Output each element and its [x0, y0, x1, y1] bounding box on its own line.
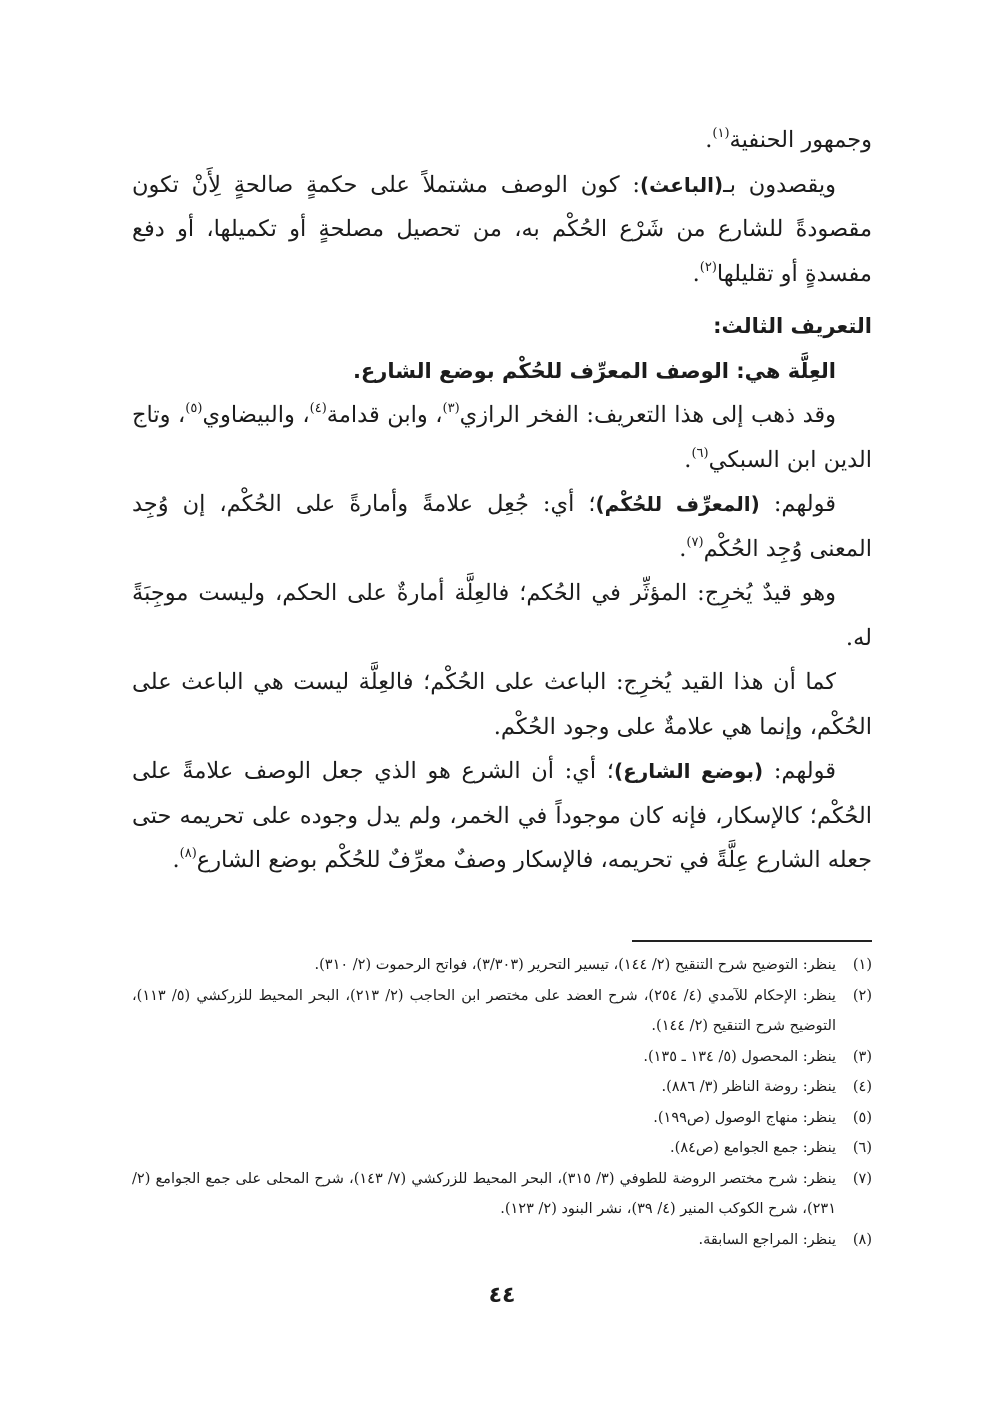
- paragraph-text: ، وتاج الدين ابن السبكي: [132, 402, 872, 473]
- paragraph-3: [132, 393, 872, 482]
- footnote-text: ينظر: شرح مختصر الروضة للطوفي (٣/ ٣١٥)، البحر المحيط للزركشي (٧/ ١٤٣)، شرح المحلى على جمع الجوامع (٢/ ٢٣١)، شرح الكوكب المنير (٤/ ٣٩)، نشر البنود (٢/ ١٢٣).: [132, 1170, 836, 1217]
- footnote-item: [132, 1042, 872, 1073]
- paragraph-text: ؛ أي: أن الشرع هو الذي جعل الوصف علامةً على الحُكْم؛ كالإسكار، فإنه كان موجوداً في الخمر، ولم يدل وجوده على تحريمه حتى جعله الشارع عِلَّةً في تحريمه، فالإسكار وصفٌ معرِّفٌ للحُكْم بوضع الشارع: [132, 758, 872, 873]
- paragraph-text: قولهم:: [759, 491, 836, 517]
- section-heading: التعريف الثالث:: [713, 314, 872, 338]
- footnote-number: (٣): [852, 1048, 872, 1065]
- punctuation: .: [679, 535, 687, 562]
- paragraph-text: ؛ أي: جُعِل علامةً وأمارةً على الحُكْم، إن وُجِد المعنى وُجِد الحُكْم: [132, 491, 872, 562]
- footnote-ref[interactable]: (٨): [179, 846, 197, 861]
- paragraph-text: : كون الوصف مشتملاً على حكمةٍ صالحةٍ لِأَنْ تكون مقصودةً للشارع من شَرْع الحُكْم به، من تحصيل مصلحةٍ أو تكميلها، أو دفع مفسدةٍ أو تقليلها: [132, 171, 872, 287]
- footnote-ref[interactable]: (١): [712, 126, 730, 141]
- footnote-ref[interactable]: (٢): [699, 259, 717, 275]
- punctuation: .: [172, 847, 180, 873]
- footnote-number: (٤): [852, 1079, 872, 1095]
- footnote-item: [132, 1133, 872, 1164]
- paragraph-7: [132, 749, 872, 883]
- footnote-text: ينظر: جمع الجوامع (ص٨٤).: [670, 1140, 836, 1156]
- key-term: (المعرِّف للحُكْم): [595, 492, 760, 516]
- paragraph-text: قولهم:: [763, 758, 836, 784]
- footnote-ref[interactable]: (٤): [309, 401, 327, 416]
- paragraph-4: [132, 482, 872, 571]
- footnotes: [132, 950, 872, 1255]
- footnote-ref[interactable]: (٥): [185, 401, 203, 416]
- punctuation: .: [705, 127, 713, 153]
- footnote-item: [132, 1072, 872, 1103]
- page-number: ٤٤: [488, 1283, 516, 1308]
- paragraph-6: كما أن هذا القيد يُخرِج: الباعث على الحُكْم؛ فالعِلَّة ليست هي الباعث على الحُكْم، وإنما هي علامةٌ على وجود الحُكْم.: [132, 669, 872, 740]
- punctuation: .: [692, 260, 700, 287]
- footnote-item: [132, 1103, 872, 1134]
- paragraph-5: وهو قيدٌ يُخرِج: المؤثِّر في الحُكم؛ فالعِلَّة أمارةٌ على الحكم، وليست موجِبَةً له.: [132, 580, 872, 651]
- footnote-item: [132, 950, 872, 981]
- footnote-item: [132, 1225, 872, 1256]
- footnote-text: ينظر: روضة الناظر (٣/ ٨٨٦).: [661, 1079, 836, 1095]
- footnote-number: (١): [852, 957, 872, 973]
- footnote-number: (٧): [852, 1170, 872, 1187]
- main-text: [132, 118, 872, 883]
- punctuation: .: [684, 446, 692, 473]
- paragraph-2: [132, 163, 872, 297]
- footnote-ref[interactable]: (٦): [691, 445, 709, 461]
- footnote-number: (٦): [852, 1140, 872, 1156]
- footnote-item: [132, 1164, 872, 1225]
- footnote-item: [132, 981, 872, 1042]
- footnote-text: ينظر: التوضيح شرح التنقيح (٢/ ١٤٤)، تيسير التحرير (٣/٣٠٣)، فواتح الرحموت (٢/ ٣١٠).: [314, 957, 836, 973]
- paragraph-1: [132, 118, 872, 163]
- paragraph-text: ، والبيضاوي: [202, 402, 310, 428]
- key-term: (بوضع الشارع): [613, 759, 764, 783]
- paragraph-text: ويقصدون بـ: [723, 171, 836, 198]
- footnote-number: (٢): [852, 987, 872, 1004]
- paragraph-text: وقد ذهب إلى هذا التعريف: الفخر الرازي: [459, 402, 836, 428]
- footnote-text: ينظر: المراجع السابقة.: [698, 1231, 836, 1248]
- key-term: (الباعث): [639, 172, 724, 197]
- definition-statement: العِلَّة هي: الوصف المعرِّف للحُكْم بوضع الشارع.: [352, 358, 836, 383]
- footnote-ref[interactable]: (٧): [686, 534, 704, 550]
- footnote-number: (٨): [852, 1231, 872, 1248]
- paragraph-text: وجمهور الحنفية: [729, 127, 872, 153]
- footnote-separator: [632, 940, 872, 942]
- footnote-ref[interactable]: (٣): [442, 401, 460, 416]
- footnote-text: ينظر: الإحكام للآمدي (٤/ ٢٥٤)، شرح العضد على مختصر ابن الحاجب (٢/ ٢١٣)، البحر المحيط للزركشي (٥/ ١١٣)، التوضيح شرح التنقيح (٢/ ١٤٤).: [132, 987, 836, 1034]
- paragraph-text: ، وابن قدامة: [326, 402, 443, 428]
- footnote-text: ينظر: منهاج الوصول (ص١٩٩).: [653, 1109, 836, 1126]
- footnote-text: ينظر: المحصول (٥/ ١٣٤ ـ ١٣٥).: [643, 1048, 836, 1065]
- footnote-number: (٥): [852, 1109, 872, 1126]
